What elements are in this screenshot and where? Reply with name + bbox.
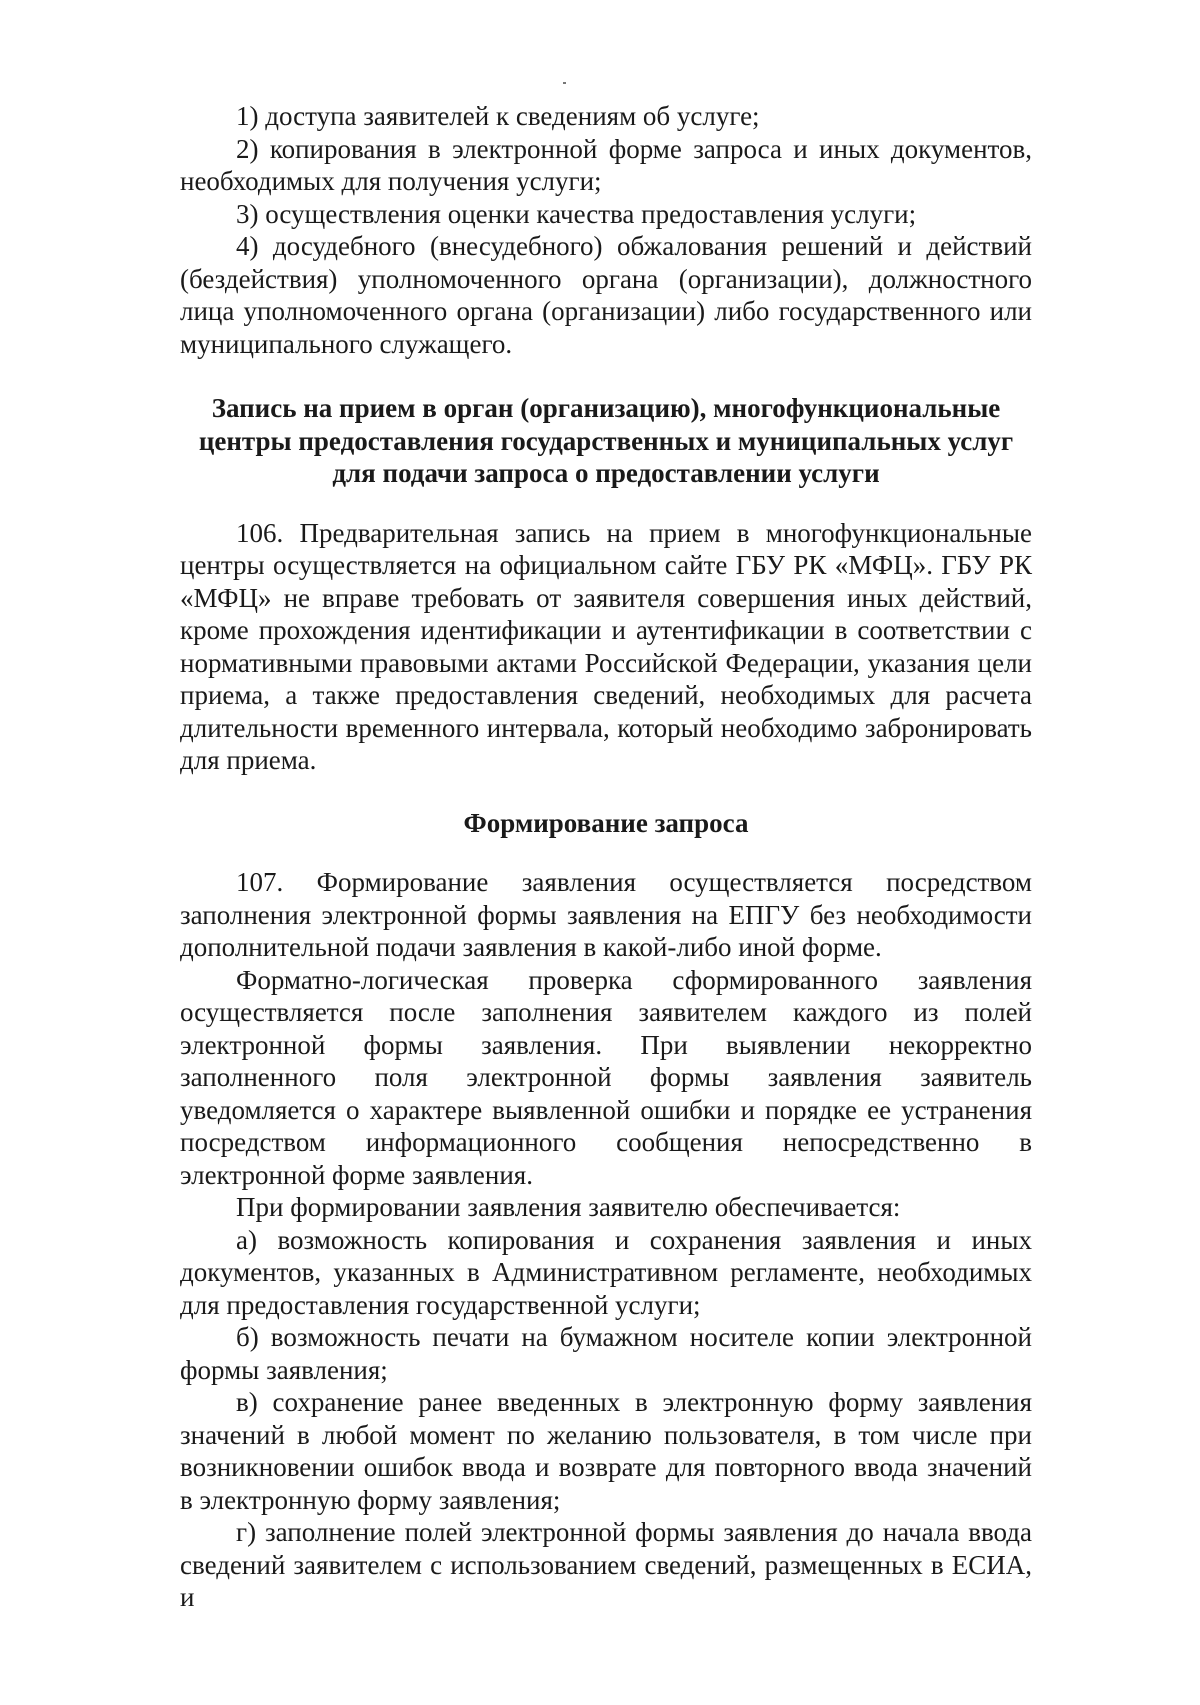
document-page — [180, 100, 1032, 1614]
heading-line: Запись на прием в орган (организацию), многофункциональные — [211, 393, 1001, 423]
list-item-2: 2) копирования в электронной форме запроса и иных документов, необходимых для получения услуги; — [180, 133, 1032, 196]
paragraph-107: 107. Формирование заявления осуществляется посредством заполнения электронной формы заявления на ЕПГУ без необходимости дополнительной подачи заявления в какой-либо иной форме. — [180, 867, 1032, 962]
list-item-4: 4) досудебного (внесудебного) обжалования решений и действий (бездействия) уполномоченного органа (организации), должностного лица уполномоченного органа (организации) либо государственного или муниципального служащего. — [180, 231, 1032, 359]
item-v: в) сохранение ранее введенных в электронную форму заявления значений в любой момент по желанию пользователя, в том числе при возникновении ошибок ввода и возврате для повторного ввода значений в электронную форму заявления; — [180, 1387, 1032, 1515]
scan-speck — [563, 82, 566, 84]
section-heading-appointment — [180, 392, 1032, 490]
list-item-1: 1) доступа заявителей к сведениям об услуге; — [236, 101, 760, 131]
section-heading-request: Формирование запроса — [463, 807, 749, 838]
heading-line: центры предоставления государственных и муниципальных услуг — [198, 425, 1014, 456]
paragraph-106: 106. Предварительная запись на прием в многофункциональные центры осуществляется на официальном сайте ГБУ РК «МФЦ». ГБУ РК «МФЦ» не вправе требовать от заявителя совершения иных действий, кроме прохождения идентификации и аутентификации в соответствии с нормативными правовыми актами Российской Федерации, указания цели приема, а также предоставления сведений, необходимых для расчета длительности временного интервала, который необходимо забронировать для приема. — [180, 517, 1032, 775]
item-a: а) возможность копирования и сохранения заявления и иных документов, указанных в Административном регламенте, необходимых для предоставления государственной услуги; — [180, 1224, 1032, 1320]
item-g: г) заполнение полей электронной формы заявления до начала ввода сведений заявителем с использованием сведений, размещенных в ЕСИА, и — [180, 1517, 1032, 1612]
heading-line: для подачи запроса о предоставлении услуги — [332, 458, 880, 488]
paragraph-format-check: Форматно-логическая проверка сформированного заявления осуществляется после заполнения заявителем каждого из полей электронной формы заявления. При выявлении некорректно заполненного поля электронной формы заявления заявитель уведомляется о характере выявленной ошибки и порядке ее устранения посредством информационного сообщения непосредственно в электронной форме заявления. — [180, 964, 1032, 1190]
paragraph-provided: При формировании заявления заявителю обеспечивается: — [236, 1192, 901, 1222]
list-item-3: 3) осуществления оценки качества предоставления услуги; — [236, 198, 917, 229]
item-b: б) возможность печати на бумажном носителе копии электронной формы заявления; — [180, 1322, 1032, 1385]
